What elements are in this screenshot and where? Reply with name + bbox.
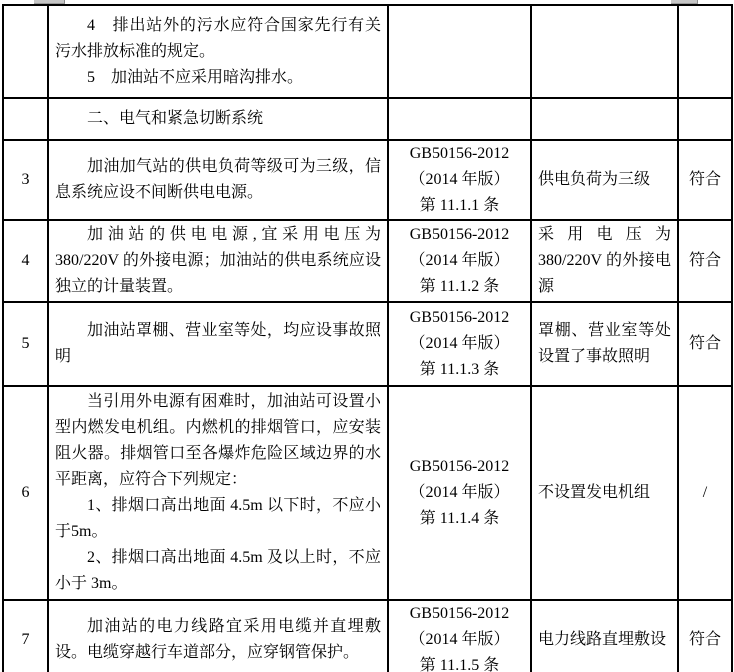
compliance-check-table <box>2 4 733 672</box>
standard-clause-line: GB50156-2012 <box>409 458 510 475</box>
standard-clause-line: 第 11.1.1 条 <box>419 197 500 214</box>
standard-clause-cell[interactable] <box>388 600 531 672</box>
check-content-paragraph: 5 加油站不应采用暗沟排水。 <box>87 68 304 86</box>
standard-clause-line: （2014 年版） <box>409 335 510 352</box>
table-row <box>3 220 732 302</box>
actual-condition-cell[interactable]: 采用电压为 380/220V 的外接电源 <box>531 220 678 302</box>
standard-clause-line: （2014 年版） <box>409 252 510 269</box>
standard-clause-cell[interactable] <box>388 302 531 386</box>
standard-clause-line: GB50156-2012 <box>409 226 510 243</box>
actual-condition-cell[interactable]: 不设置发电机组 <box>531 386 678 600</box>
standard-clause-cell[interactable] <box>388 5 531 98</box>
check-content-cell[interactable] <box>48 220 388 302</box>
standard-clause-line: 第 11.1.2 条 <box>419 278 500 295</box>
check-content-paragraph: 2、排烟口高出地面 4.5m 及以上时，不应小于 3m。 <box>55 549 381 592</box>
check-content-cell[interactable] <box>48 600 388 672</box>
serial-number-cell[interactable]: 5 <box>3 302 48 386</box>
serial-number-cell[interactable]: 6 <box>3 386 48 600</box>
conformity-cell[interactable]: 符合 <box>678 600 732 672</box>
check-content-paragraph: 加油站罩棚、营业室等处，均应设事故照明 <box>55 322 381 365</box>
table-row <box>3 386 732 600</box>
conformity-cell[interactable]: 符合 <box>678 302 732 386</box>
serial-number-cell[interactable]: 7 <box>3 600 48 672</box>
standard-clause-cell[interactable] <box>388 220 531 302</box>
check-content-paragraph: 加油站的电力线路宜采用电缆并直埋敷设。电缆穿越行车道部分，应穿钢管保护。 <box>55 618 381 661</box>
actual-condition-cell[interactable]: 电力线路直埋敷设 <box>531 600 678 672</box>
conformity-cell[interactable] <box>678 5 732 98</box>
check-content-cell[interactable] <box>48 98 388 140</box>
conformity-cell[interactable]: 符合 <box>678 140 732 220</box>
standard-clause-line: GB50156-2012 <box>409 145 510 162</box>
standard-clause-cell[interactable] <box>388 386 531 600</box>
check-content-cell[interactable] <box>48 140 388 220</box>
serial-number-cell[interactable] <box>3 98 48 140</box>
actual-condition-cell[interactable]: 供电负荷为三级 <box>531 140 678 220</box>
conformity-cell[interactable]: 符合 <box>678 220 732 302</box>
table-row <box>3 600 732 672</box>
serial-number-cell[interactable]: 4 <box>3 220 48 302</box>
table-row <box>3 140 732 220</box>
standard-clause-line: （2014 年版） <box>409 484 510 501</box>
actual-condition-cell[interactable]: 罩棚、营业室等处设置了事故照明 <box>531 302 678 386</box>
check-content-paragraph: 加油加气站的供电负荷等级可为三级，信息系统应设不间断供电电源。 <box>55 158 381 201</box>
check-content-paragraph: 4 排出站外的污水应符合国家先行有关污水排放标准的规定。 <box>55 16 381 60</box>
check-content-cell[interactable] <box>48 386 388 600</box>
serial-number-cell[interactable]: 3 <box>3 140 48 220</box>
standard-clause-line: （2014 年版） <box>409 631 510 648</box>
actual-condition-cell[interactable] <box>531 5 678 98</box>
standard-clause-line: （2014 年版） <box>409 171 510 188</box>
standard-clause-cell[interactable] <box>388 140 531 220</box>
actual-condition-cell[interactable] <box>531 98 678 140</box>
check-content-paragraph: 加油站的供电电源,宜采用电压为 380/220V 的外接电源；加油站的供电系统应设独立的计量装置。 <box>55 226 381 295</box>
check-content-paragraph: 1、排烟口高出地面 4.5m 以下时，不应小于5m。 <box>55 497 381 540</box>
table-row <box>3 302 732 386</box>
table-row <box>3 5 732 98</box>
table-row <box>3 98 732 140</box>
standard-clause-line: GB50156-2012 <box>409 309 510 326</box>
conformity-cell[interactable]: / <box>678 386 732 600</box>
check-content-cell[interactable] <box>48 302 388 386</box>
standard-clause-line: 第 11.1.5 条 <box>419 657 500 672</box>
standard-clause-line: GB50156-2012 <box>409 605 510 622</box>
check-content-paragraph: 当引用外电源有困难时，加油站可设置小型内燃发电机组。内燃机的排烟管口，应安装阻火器。排烟管口至各爆炸危险区域边界的水平距离，应符合下列规定： <box>55 393 381 488</box>
check-content-paragraph: 二、电气和紧急切断系统 <box>87 110 264 127</box>
standard-clause-cell[interactable] <box>388 98 531 140</box>
serial-number-cell[interactable] <box>3 5 48 98</box>
check-content-cell[interactable] <box>48 5 388 98</box>
standard-clause-line: 第 11.1.3 条 <box>419 361 500 378</box>
conformity-cell[interactable] <box>678 98 732 140</box>
standard-clause-line: 第 11.1.4 条 <box>419 510 500 527</box>
